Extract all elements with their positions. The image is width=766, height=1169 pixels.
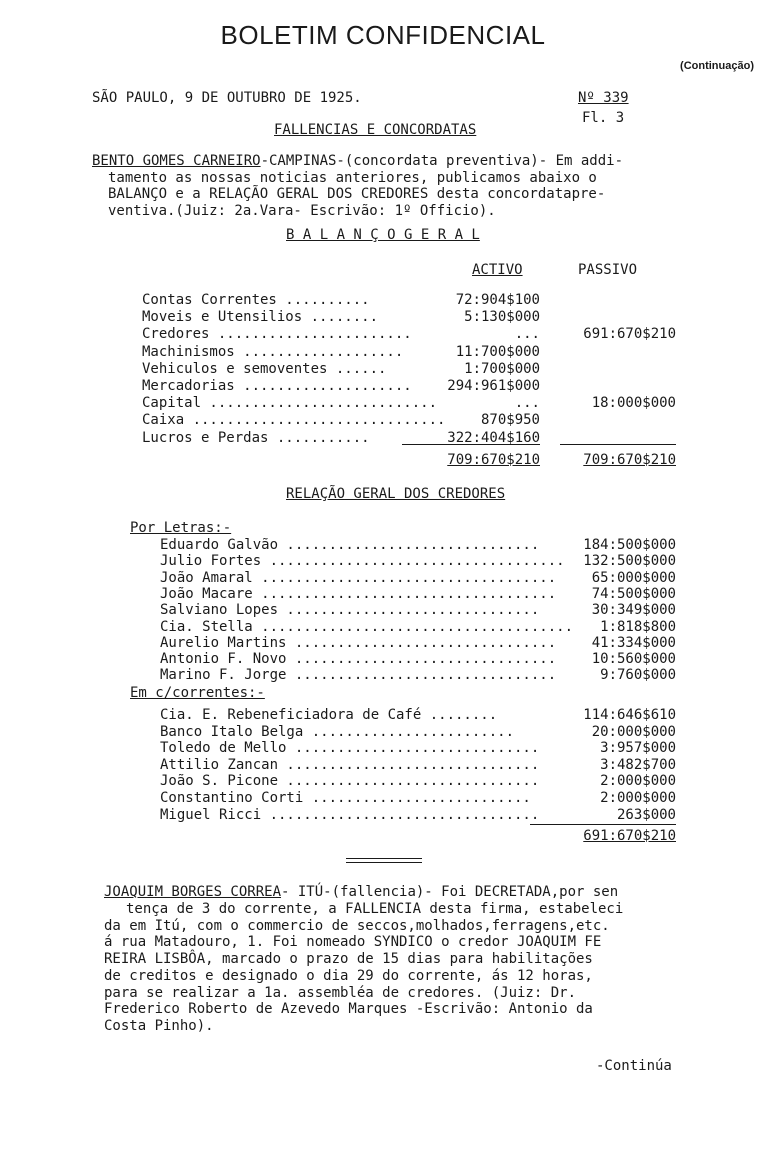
balance-row-label: Credores ....................... bbox=[142, 326, 412, 343]
creditor-name: Attilio Zancan .............................. bbox=[160, 756, 540, 773]
balance-rule bbox=[402, 444, 540, 445]
item2-text-line: tença de 3 do corrente, a FALLENCIA desta firma, estabeleci bbox=[126, 901, 624, 917]
item2-text-line: - ITÚ-(fallencia)- Foi DECRETADA,por sen bbox=[281, 884, 619, 900]
item1-text-line: tamento as nossas noticias anteriores, publicamos abaixo o bbox=[108, 169, 597, 186]
sheet-number: Fl. 3 bbox=[582, 110, 625, 126]
item2-text-line: da em Itú, com o commercio de seccos,molhados,ferragens,etc. bbox=[104, 917, 610, 934]
continuation-note: (Continuação) bbox=[680, 60, 754, 72]
balance-row-activo: 72:904$100 bbox=[455, 292, 540, 308]
balance-title: B A L A N Ç O G E R A L bbox=[286, 227, 480, 243]
item1-text-line: BALANÇO e a RELAÇÃO GERAL DOS CREDORES desta concordatapre- bbox=[108, 186, 606, 202]
balance-col-passivo: PASSIVO bbox=[578, 262, 638, 278]
creditor-row bbox=[0, 570, 766, 587]
page-title: BOLETIM CONFIDENCIAL bbox=[220, 20, 546, 50]
creditor-row bbox=[0, 724, 766, 741]
balance-row-activo: 294:961$000 bbox=[447, 378, 540, 394]
balance-col-activo: ACTIVO bbox=[472, 262, 523, 278]
item2-text-line: REIRA LISBÔA, marcado o prazo de 15 dias para habilitações bbox=[104, 951, 593, 968]
creditor-value: 1:818$800 bbox=[600, 618, 676, 635]
creditor-value: 3:957$000 bbox=[600, 740, 676, 757]
item2-text-line: para se realizar a 1a. assembléa de credores. (Juiz: Dr. bbox=[104, 984, 577, 1001]
balance-row-label: Lucros e Perdas ........... bbox=[142, 429, 370, 446]
creditor-name: João S. Picone .............................. bbox=[160, 773, 540, 790]
creditor-name: Aurelio Martins ............................... bbox=[160, 634, 557, 651]
balance-row-passivo: 691:670$210 bbox=[583, 326, 676, 343]
creditor-value: 263$000 bbox=[616, 806, 676, 823]
balance-row bbox=[0, 326, 766, 343]
creditor-value: 74:500$000 bbox=[591, 585, 676, 602]
creditor-value: 2:000$000 bbox=[600, 790, 676, 806]
creditor-value: 3:482$700 bbox=[600, 756, 676, 773]
creditors-total: 691:670$210 bbox=[583, 828, 676, 844]
balance-row-activo: ... bbox=[514, 395, 540, 412]
creditor-name: Antonio F. Novo ............................... bbox=[160, 651, 557, 668]
creditor-name: Banco Italo Belga ........................ bbox=[160, 723, 515, 740]
creditor-name: Constantino Corti .......................... bbox=[160, 790, 531, 806]
balance-row-activo: 11:700$000 bbox=[455, 343, 540, 360]
balance-row-activo: 870$950 bbox=[480, 412, 540, 429]
balance-row-label: Machinismos ................... bbox=[142, 343, 404, 360]
creditor-row bbox=[0, 635, 766, 652]
creditor-value: 9:760$000 bbox=[600, 667, 676, 684]
creditor-value: 114:646$610 bbox=[583, 707, 676, 723]
creditor-row bbox=[0, 790, 766, 807]
creditor-name: João Amaral ................................... bbox=[160, 569, 557, 586]
creditor-value: 30:349$000 bbox=[591, 602, 676, 619]
creditor-row bbox=[0, 602, 766, 619]
item2-text-line: de creditos e designado o dia 29 do corrente, ás 12 horas, bbox=[104, 967, 593, 984]
creditor-row bbox=[0, 757, 766, 774]
item2-text-line: Costa Pinho). bbox=[104, 1017, 214, 1034]
separator-rule bbox=[346, 858, 422, 859]
creditor-row bbox=[0, 667, 766, 684]
section-title: FALLENCIAS E CONCORDATAS bbox=[274, 122, 477, 138]
separator-rule bbox=[346, 862, 422, 863]
balance-row bbox=[0, 378, 766, 395]
creditor-name: Toledo de Mello ............................. bbox=[160, 740, 540, 757]
balance-row-label: Vehiculos e semoventes ...... bbox=[142, 360, 387, 377]
creditor-row bbox=[0, 651, 766, 668]
creditors-group1-label: Por Letras:- bbox=[130, 520, 232, 536]
creditor-name: Cia. E. Rebeneficiadora de Café ........ bbox=[160, 707, 498, 723]
continues-note: -Continúa bbox=[596, 1058, 672, 1074]
creditor-row bbox=[0, 619, 766, 636]
item2-first-line bbox=[104, 884, 618, 901]
balance-row-activo: 322:404$160 bbox=[447, 429, 540, 446]
creditor-name: Marino F. Jorge ............................... bbox=[160, 667, 557, 684]
place-date: SÃO PAULO, 9 DE OUTUBRO DE 1925. bbox=[92, 90, 362, 106]
creditor-row bbox=[0, 537, 766, 554]
creditor-value: 20:000$000 bbox=[591, 723, 676, 740]
balance-total-activo: 709:670$210 bbox=[447, 452, 540, 468]
balance-row-label: Capital ........................... bbox=[142, 395, 438, 412]
creditor-row bbox=[0, 740, 766, 757]
creditor-value: 184:500$000 bbox=[583, 537, 676, 553]
item1-first-line bbox=[92, 153, 623, 170]
creditor-name: João Macare ................................... bbox=[160, 585, 557, 602]
balance-row bbox=[0, 361, 766, 378]
balance-row-activo: 1:700$000 bbox=[464, 360, 540, 377]
creditor-row bbox=[0, 707, 766, 724]
balance-row bbox=[0, 309, 766, 326]
creditors-rule bbox=[530, 824, 676, 825]
balance-row-label: Caixa .............................. bbox=[142, 412, 446, 429]
balance-rule bbox=[560, 444, 676, 445]
creditor-value: 2:000$000 bbox=[600, 773, 676, 790]
item1-firm-name: BENTO GOMES CARNEIRO bbox=[92, 153, 261, 169]
item2-text-line: Frederico Roberto de Azevedo Marques -Escrivão: Antonio da bbox=[104, 1001, 593, 1018]
creditor-name: Miguel Ricci ................................ bbox=[160, 806, 540, 823]
balance-row-label: Moveis e Utensilios ........ bbox=[142, 309, 379, 326]
creditor-value: 65:000$000 bbox=[591, 569, 676, 586]
item1-text-line: ventiva.(Juiz: 2a.Vara- Escrivão: 1º Officio). bbox=[108, 202, 496, 219]
item1-text-line: -CAMPINAS-(concordata preventiva)- Em addi- bbox=[260, 153, 624, 169]
bulletin-number: Nº 339 bbox=[578, 90, 629, 106]
balance-row-activo: ... bbox=[514, 326, 540, 343]
creditor-value: 132:500$000 bbox=[583, 553, 676, 570]
balance-row bbox=[0, 292, 766, 309]
balance-row bbox=[0, 412, 766, 429]
balance-row-label: Contas Correntes .......... bbox=[142, 292, 370, 308]
creditor-value: 10:560$000 bbox=[591, 651, 676, 668]
creditor-row bbox=[0, 586, 766, 603]
creditors-title: RELAÇÃO GERAL DOS CREDORES bbox=[286, 486, 506, 502]
balance-row-passivo: 18:000$000 bbox=[591, 395, 676, 412]
balance-total-passivo: 709:670$210 bbox=[583, 452, 676, 468]
item2-firm-name: JOAQUIM BORGES CORREA bbox=[104, 884, 282, 900]
balance-row bbox=[0, 395, 766, 412]
creditor-name: Julio Fortes ................................... bbox=[160, 553, 565, 570]
creditor-name: Cia. Stella ..................................... bbox=[160, 618, 574, 635]
creditor-row bbox=[0, 807, 766, 824]
creditors-group2-label: Em c/correntes:- bbox=[130, 685, 265, 701]
creditor-row bbox=[0, 553, 766, 570]
balance-row-label: Mercadorias .................... bbox=[142, 378, 412, 394]
balance-row-activo: 5:130$000 bbox=[464, 309, 540, 326]
creditor-name: Eduardo Galvão .............................. bbox=[160, 537, 540, 553]
balance-row bbox=[0, 344, 766, 361]
item2-text-line: á rua Matadouro, 1. Foi nomeado SYNDICO o credor JOAQUIM FE bbox=[104, 934, 602, 951]
creditor-name: Salviano Lopes .............................. bbox=[160, 602, 540, 619]
creditor-row bbox=[0, 773, 766, 790]
creditor-value: 41:334$000 bbox=[591, 634, 676, 651]
